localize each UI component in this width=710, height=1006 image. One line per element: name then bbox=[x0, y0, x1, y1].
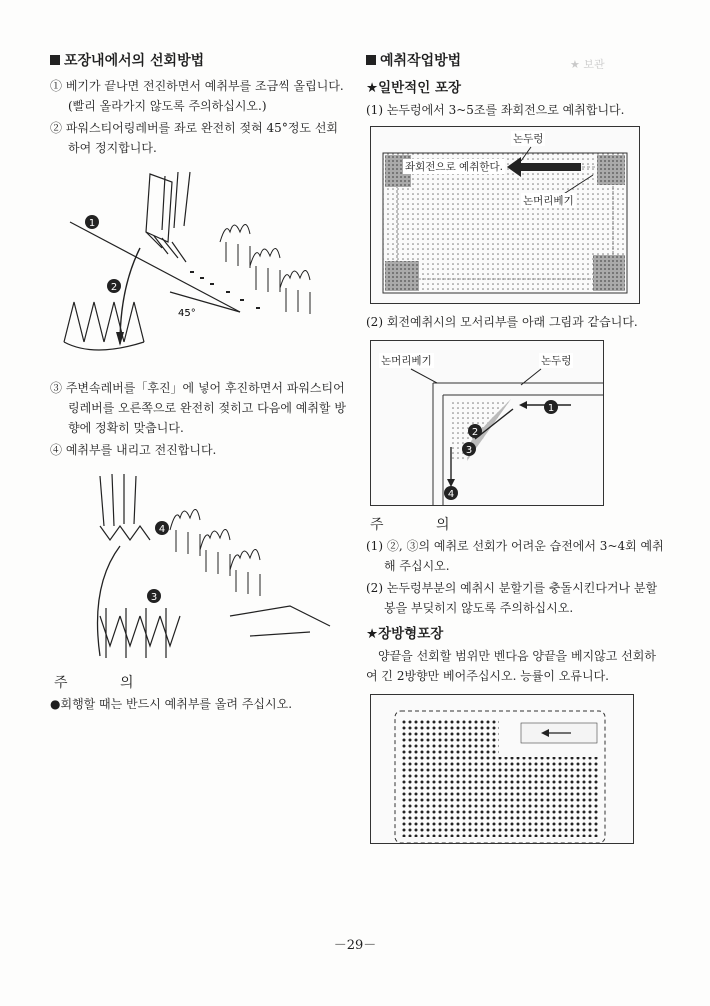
svg-text:4: 4 bbox=[158, 524, 166, 535]
note-right-1: (1) ②, ③의 예취로 선회가 어려운 습전에서 3~4회 예취해 주십시오. bbox=[366, 539, 664, 573]
step-2: ② 파워스티어링레버를 좌로 완전히 젖혀 45°정도 선회하여 정지합니다. bbox=[50, 121, 338, 155]
note-heading-right: 주 의 bbox=[370, 517, 474, 533]
svg-text:4: 4 bbox=[447, 489, 455, 500]
svg-text:1: 1 bbox=[547, 403, 555, 414]
corner-figure bbox=[370, 340, 604, 506]
note-left: ●회행할 때는 반드시 예취부를 올려 주십시오. bbox=[50, 697, 293, 711]
step-1: ① 베기가 끝나면 전진하면서 예취부를 조금씩 올립니다.(빨리 올라가지 않도록 주의하십시오.) bbox=[50, 79, 344, 113]
section-title-harvest: 예취작업방법 bbox=[366, 50, 666, 70]
step-4: ④ 예취부를 내리고 전진합니다. bbox=[50, 443, 217, 457]
page-number: －29－ bbox=[333, 938, 377, 953]
section-title-turning: 포장내에서의 선회방법 bbox=[50, 50, 346, 70]
note-heading-left: 주 의 bbox=[54, 675, 158, 691]
general-step-1: (1) 논두렁에서 3~5조를 좌회전으로 예취합니다. bbox=[366, 103, 625, 117]
square-bullet-icon bbox=[366, 55, 376, 65]
label-left-turn: 좌회전으로 예취한다. bbox=[405, 161, 503, 173]
label-headland-2: 논머리베기 bbox=[381, 355, 432, 367]
svg-text:1: 1 bbox=[88, 218, 96, 229]
svg-text:2: 2 bbox=[471, 427, 479, 438]
turning-figure-2 bbox=[50, 466, 346, 666]
angle-label: 45° bbox=[178, 308, 196, 319]
label-headland: 논머리베기 bbox=[523, 195, 574, 207]
rect-field-title: ★장방형포장 bbox=[366, 626, 444, 642]
note-right-2: (2) 논두렁부분의 예취시 분할기를 충돌시킨다거나 분할봉을 부딪히지 않도록 주의하십시오. bbox=[366, 581, 658, 615]
turning-figure-1 bbox=[50, 162, 346, 372]
rect-field-text: 양끝을 선회할 범위만 벤다음 양끝을 베지않고 선회하여 긴 2방향만 베어주십시오. 능률이 오류니다. bbox=[366, 649, 656, 683]
label-levee-2: 논두렁 bbox=[541, 355, 572, 367]
bleed-through-text: ★ 보관 bbox=[570, 58, 605, 71]
label-levee: 논두렁 bbox=[513, 133, 544, 145]
svg-text:2: 2 bbox=[110, 282, 118, 293]
rect-field-figure bbox=[370, 694, 634, 844]
step-3: ③ 주변속레버를「후진」에 넣어 후진하면서 파워스티어링레버를 오른쪽으로 완전히 젖히고 다음에 예취할 방향에 정확히 맞춥니다. bbox=[50, 381, 346, 435]
svg-text:3: 3 bbox=[465, 445, 473, 456]
svg-text:3: 3 bbox=[150, 592, 158, 603]
general-step-2: (2) 회전예취시의 모서리부를 아래 그림과 같습니다. bbox=[366, 315, 638, 329]
field-figure-1 bbox=[370, 126, 640, 304]
left-column bbox=[50, 50, 346, 716]
right-column bbox=[366, 50, 666, 844]
general-field-title: ★일반적인 포장 bbox=[366, 80, 462, 96]
square-bullet-icon bbox=[50, 55, 60, 65]
